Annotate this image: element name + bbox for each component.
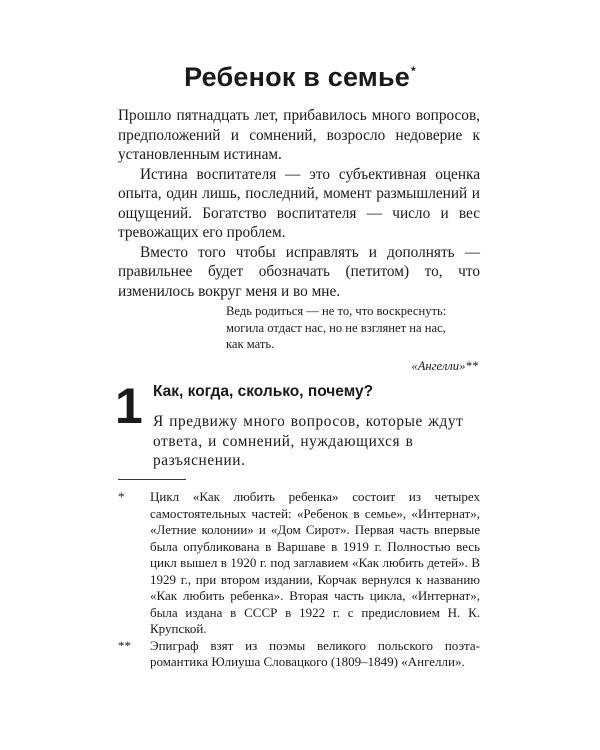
- title-footnote-mark: *: [411, 64, 416, 78]
- epigraph-line-2: могила отдаст нас, но не взглянет на нас,: [226, 320, 446, 335]
- footnote-divider: [118, 479, 186, 480]
- footnotes: [118, 489, 480, 671]
- footnote-1: [118, 489, 480, 638]
- footnote-2: [118, 638, 480, 671]
- epigraph-attribution: «Ангелли»**: [411, 359, 478, 373]
- footnote-1-mark: *: [118, 489, 125, 504]
- paragraph-3: Вместо того чтобы исправлять и дополнять — правильнее будет обозначать (петитом) то, что изменилось вокруг меня и во мне.: [118, 243, 480, 300]
- section-text: Я предвижу много вопросов, которые ждут ответа, и сомнений, нуждающихся в разъяснении.: [153, 413, 464, 469]
- footnote-2-mark: **: [118, 637, 131, 653]
- page-title: [0, 62, 600, 93]
- epigraph-line-3: как мать.: [226, 337, 275, 351]
- title-text: Ребенок в семье: [184, 62, 410, 92]
- footnote-1-text: Цикл «Как любить ребенка» состоит из четырех самостоятельных частей: «Ребенок в семье», «Интернат», «Летние колонии» и «Дом Сирот». Первая часть впервые была опубликована в Варшаве в 1919 г. Полностью весь цикл вышел в 1920 г. под заглавием «Как любить детей». В 1929 г., при втором издании, Корчак вернулся к названию «Как любить ребенка». Вторая часть цикла, «Интернат», была издана в СССР в 1922 г. с предисловием Н. К. Крупской.: [150, 489, 480, 636]
- epigraph-line-1: Ведь родиться — не то, что воскреснуть:: [226, 304, 447, 318]
- paragraph-2: Истина воспитателя — это субъективная оценка опыта, один лишь, последний, момент размышлений и ощущений. Богатство воспитателя — число и вес тревожащих его проблем.: [118, 165, 480, 241]
- footnote-2-text: Эпиграф взят из поэмы великого польского поэта-романтика Юлиуша Словацкого (1809–1849) «Ангелли».: [150, 637, 480, 669]
- section-heading: Как, когда, сколько, почему?: [153, 383, 374, 400]
- paragraph-1: Прошло пятнадцать лет, прибавилось много вопросов, предположений и сомнений, возросло недоверие к установленным истинам.: [118, 107, 480, 163]
- intro-text: [118, 106, 480, 301]
- section-number: 1: [115, 378, 143, 434]
- epigraph: [226, 303, 478, 353]
